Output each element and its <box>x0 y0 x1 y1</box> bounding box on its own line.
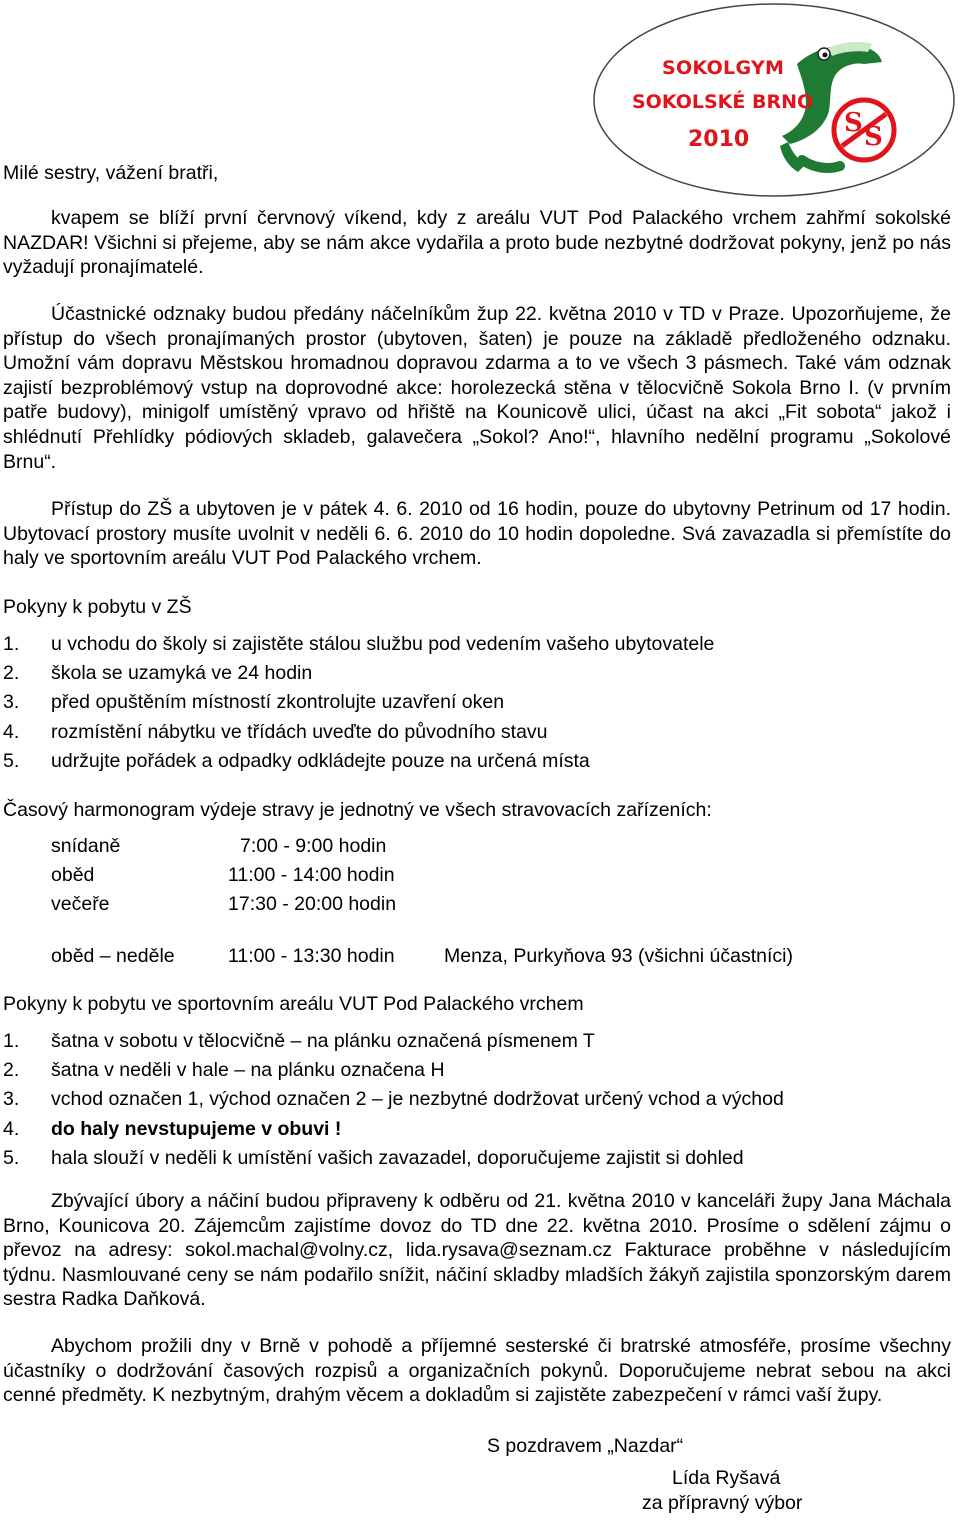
list-item-number: 5. <box>3 749 20 772</box>
meal-time: 7:00 - 9:00 hodin <box>240 835 387 857</box>
meal-name: snídaně <box>51 835 121 857</box>
list-item-text: rozmístění nábytku ve třídách uveďte do původního stavu <box>51 720 548 743</box>
emblem-letter-s-2: S <box>864 122 883 152</box>
list-item-text: hala slouží v neděli k umístění vašich zavazadel, doporučujeme zajistit si dohled <box>51 1146 744 1169</box>
list-item-number: 2. <box>3 1059 20 1082</box>
signature-greeting: S pozdravem „Nazdar“ <box>487 1435 684 1457</box>
logo-title: SOKOLGYM <box>662 57 785 79</box>
logo-subtitle: SOKOLSKÉ BRNO <box>632 91 814 113</box>
fees-paragraph: Zbývající úbory a náčiní budou připraveny k odběru od 21. května 2010 v kanceláři župy Jana Máchala Brno, Kounicova 20. Zájemcům zajistíme dovoz do TD dne 22. května 2010. Prosíme o sdělení zájmu o převoz na adresy: sokol.machal@volny.cz, lida.rysava@seznam.cz Fakturace proběhne v následujícím týdnu. Nasmlouvané ceny se nám podařilo snížit, náčiní skladby mladších žákyň zajistila sponzorským darem sestra Radka Daňková. <box>3 1190 951 1311</box>
list-item-number: 2. <box>3 662 20 685</box>
list-item-number: 3. <box>3 691 20 714</box>
sport-rules-heading: Pokyny k pobytu ve sportovním areálu VUT Pod Palackého vrchem <box>3 993 584 1015</box>
list-item-number: 1. <box>3 633 20 655</box>
list-item-text-bold: do haly nevstupujeme v obuvi ! <box>51 1117 342 1140</box>
list-item-number: 5. <box>3 1146 20 1169</box>
school-rules-heading: Pokyny k pobytu v ZŠ <box>3 596 192 618</box>
list-item-text: šatna v sobotu v tělocvičně – na plánku označená písmenem T <box>51 1030 595 1052</box>
meal-time: 11:00 - 14:00 hodin <box>228 864 395 886</box>
intro-paragraph: kvapem se blíží první červnový víkend, kdy z areálu VUT Pod Palackého vrchem zahřmí sokolské NAZDAR! Všichni si přejeme, aby se nám akce vydařila a proto bude nezbytné dodržovat pokyny, jenž po nás vyžadují pronajímatelé. <box>3 207 951 279</box>
meals-heading: Časový harmonogram výdeje stravy je jednotný ve všech stravovacích zařízeních: <box>3 799 712 821</box>
salutation: Milé sestry, vážení bratři, <box>3 162 219 184</box>
meal-time: 17:30 - 20:00 hodin <box>228 893 397 915</box>
badges-paragraph: Účastnické odznaky budou předány náčelníkům žup 22. května 2010 v TD v Praze. Upozorňujeme, že přístup do všech pronajímaných prostor (ubytoven, šaten) je pouze na základě předloženého odznaku. Umožní vám dopravu Městskou hromadnou dopravou zdarma a to ve všech 3 pásmech. Také vám odznak zajistí bezproblémový vstup na doprovodné akce: horolezecká stěna v tělocvičně Sokola Brno I. (v prvním patře budovy), minigolf umístěný vpravo od hřiště na Kounicově ulici, účast na akci „Fit sobota“ jakož i shlédnutí Přehlídky pódiových skladeb, galavečera „Sokol? Ano!“, hlavního nedělní programu „Sokolové Brnu“. <box>3 303 951 473</box>
logo-year: 2010 <box>688 127 750 152</box>
list-item-text: u vchodu do školy si zajistěte stálou službu pod vedením vašeho ubytovatele <box>51 633 715 655</box>
list-item-number: 4. <box>3 720 20 743</box>
closing-paragraph: Abychom prožili dny v Brně v pohodě a příjemné sesterské či bratrské atmosféře, prosíme všechny účastníky o dodržování časových rozpisů a organizačních pokynů. Doporučujeme nebrat sebou na akci cenné předměty. K nezbytným, drahým věcem a dokladům si zajistěte zabezpečení v rámci vaší župy. <box>3 1335 951 1407</box>
meal-name: oběd <box>51 864 95 886</box>
signature-name: Lída Ryšavá <box>672 1467 781 1489</box>
list-item-text: škola se uzamyká ve 24 hodin <box>51 662 313 685</box>
list-item-text: před opuštěním místností zkontrolujte uzavření oken <box>51 691 505 714</box>
meal-name: večeře <box>51 893 110 915</box>
access-paragraph: Přístup do ZŠ a ubytoven je v pátek 4. 6. 2010 od 16 hodin, pouze do ubytovny Petrinum od 17 hodin. Ubytovací prostory musíte uvolnit v neděli 6. 6. 2010 do 10 hodin dopoledne. Svá zavazadla si přemístíte do haly ve sportovním areálu VUT Pod Palackého vrchem. <box>3 498 951 570</box>
sunday-meal-place: Menza, Purkyňova 93 (všichni účastníci) <box>444 945 793 967</box>
list-item-text: udržujte pořádek a odpadky odkládejte pouze na určená místa <box>51 749 590 772</box>
list-item-number: 3. <box>3 1088 20 1111</box>
list-item-text: šatna v neděli v hale – na plánku označena H <box>51 1059 445 1082</box>
sunday-meal-time: 11:00 - 13:30 hodin <box>228 945 395 967</box>
sunday-meal-name: oběd – neděle <box>51 945 175 967</box>
signature-role: za přípravný výbor <box>642 1492 803 1514</box>
emblem-letter-s: S <box>844 108 863 138</box>
list-item-number: 1. <box>3 1030 20 1052</box>
list-item-text: vchod označen 1, východ označen 2 – je nezbytné dodržovat určený vchod a východ <box>51 1088 784 1111</box>
sokolgym-logo <box>592 2 956 198</box>
list-item-number: 4. <box>3 1117 20 1140</box>
